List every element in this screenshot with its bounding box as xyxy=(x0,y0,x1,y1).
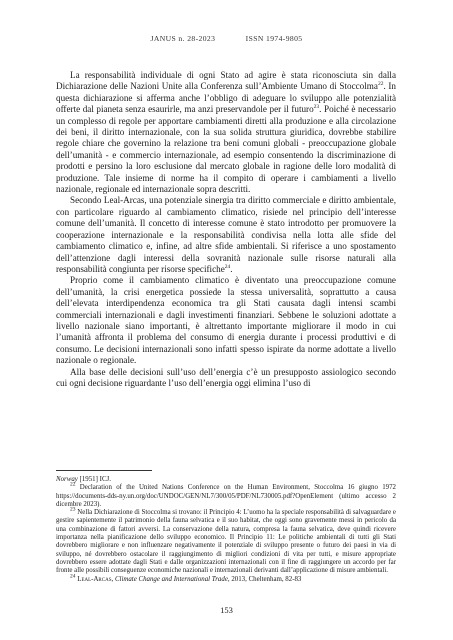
footnotes xyxy=(56,476,396,584)
footnote-separator xyxy=(56,470,152,471)
issn: ISSN 1974-9805 xyxy=(245,34,303,43)
journal-issue: JANUS n. 28-2023 xyxy=(150,34,216,43)
main-text xyxy=(56,70,396,389)
paragraph-3: Proprio come il cambiamento climatico è diventato una preoccupazione comune dell’umanità, la crisi energetica possiede la stessa universalità, soprattutto a causa dell’elevata interdipendenza economica tra gli Stati causata dagli intensi scambi commerciali internazionali e dagli investimenti finanziari. Sebbene le soluzioni adottate a livello nazionale siano importanti, è altrettanto importante migliorare il modo in cui l’umanità affronta il problema del consumo di energia durante i processi produttivi e di consumo. Le decisioni internazionali sono infatti spesso ispirate da norme adottate a livello nazionale o regionale. xyxy=(56,275,396,366)
footnote-continued: Norway [1951] ICJ. xyxy=(56,476,111,483)
page-number: 153 xyxy=(220,605,233,615)
paragraph-1: La responsabilità individuale di ogni Stato ad agire è stata riconosciuta sin dalla Dichiarazione delle Nazioni Unite alla Conferenza sull’Ambiente Umano di Stoccolma$^{22}$. In questa dichiarazione si afferma anche l’obbligo di adeguare lo sviluppo alle potenzialità offerte dal pianeta senza esaurirle, ma anzi preservandole per il futuro$^{23}$. Poiché è necessario un complesso di regole per apportare cambiamenti diretti alla produzione e alla circolazione dei beni, il diritto internazionale, con la sua solida struttura giuridica, dovrebbe stabilire regole chiare che governino la relazione tra beni comuni globali - preoccupazione globale dell’umanità - e commercio internazionale, ad esempio consentendo la discriminazione di prodotti e persino la loro esclusione dal mercato globale in ragione delle loro modalità di produzione. Tale insieme di norme ha il compito di operare i cambiamenti a livello nazionale, regionale ed internazionale sopra descritti. xyxy=(56,70,396,195)
footnote-22: $^{22}$ Declaration of the United Nations Conference on the Human Environment, Stoccolma 16 giugno 1972 https://documents-dds-ny.un.org/doc/UNDOC/GEN/NL7/300/05/PDF/NL730005.pdf?OpenElement (ultimo accesso 2 dicembre 2023). xyxy=(56,482,396,508)
running-header xyxy=(0,34,453,43)
footnote-ref-22[interactable]: 22 xyxy=(377,81,384,88)
footnote-ref-23[interactable]: 23 xyxy=(313,104,320,111)
paragraph-2: Secondo Leal-Arcas, una potenziale sinergia tra diritto commerciale e diritto ambientale, con particolare riguardo al cambiamento climatico, risiede nel principio dell’interesse comune dell’umanità. Il concetto di interesse comune è stato introdotto per promuovere la cooperazione internazionale e la responsabilità condivisa nella lotta alle sfide del cambiamento climatico e, infine, ad altre sfide ambientali. Si riferisce a uno spostamento dell’attenzione dagli interessi della sovranità nazionale sulle risorse naturali alla responsabilità congiunta per risorse specifiche$^{24}$. xyxy=(56,195,396,274)
footnote-24: $^{24}$ Leal-Arcas, Climate Change and International Trade, 2013, Cheltenham, 82-83 xyxy=(70,573,302,583)
paragraph-4: Alla base delle decisioni sull’uso dell’energia c’è un presupposto assiologico secondo cui ogni decisione riguardante l’uso dell’energia oggi elimina l’uso di xyxy=(56,366,396,388)
footnote-ref-24[interactable]: 24 xyxy=(224,263,231,270)
footnote-23: $^{23}$ Nella Dichiarazione di Stoccolma si trovano: il Principio 4: L’uomo ha la speciale responsabilità di salvaguardare e gestire sapientemente il patrimonio della fauna selvatica e il suo habitat, che oggi sono gravemente messi in pericolo da una combinazione di fattori avversi. La conservazione della natura, compresa la fauna selvatica, deve quindi ricevere importanza nella pianificazione dello sviluppo economico. Il Principio 11: Le politiche ambientali di tutti gli Stati dovrebbero migliorare e non influenzare negativamente il potenziale di sviluppo presente o futuro dei paesi in via di sviluppo, né dovrebbero ostacolare il raggiungimento di migliori condizioni di vita per tutti, e misure appropriate dovrebbero essere adottate dagli Stati e dalle organizzazioni internazionali con il fine di raggiungere un accordo per far fronte alle possibili conseguenze economiche nazionali e internazionali derivanti dall’applicazione di misure ambientali. xyxy=(56,506,396,575)
